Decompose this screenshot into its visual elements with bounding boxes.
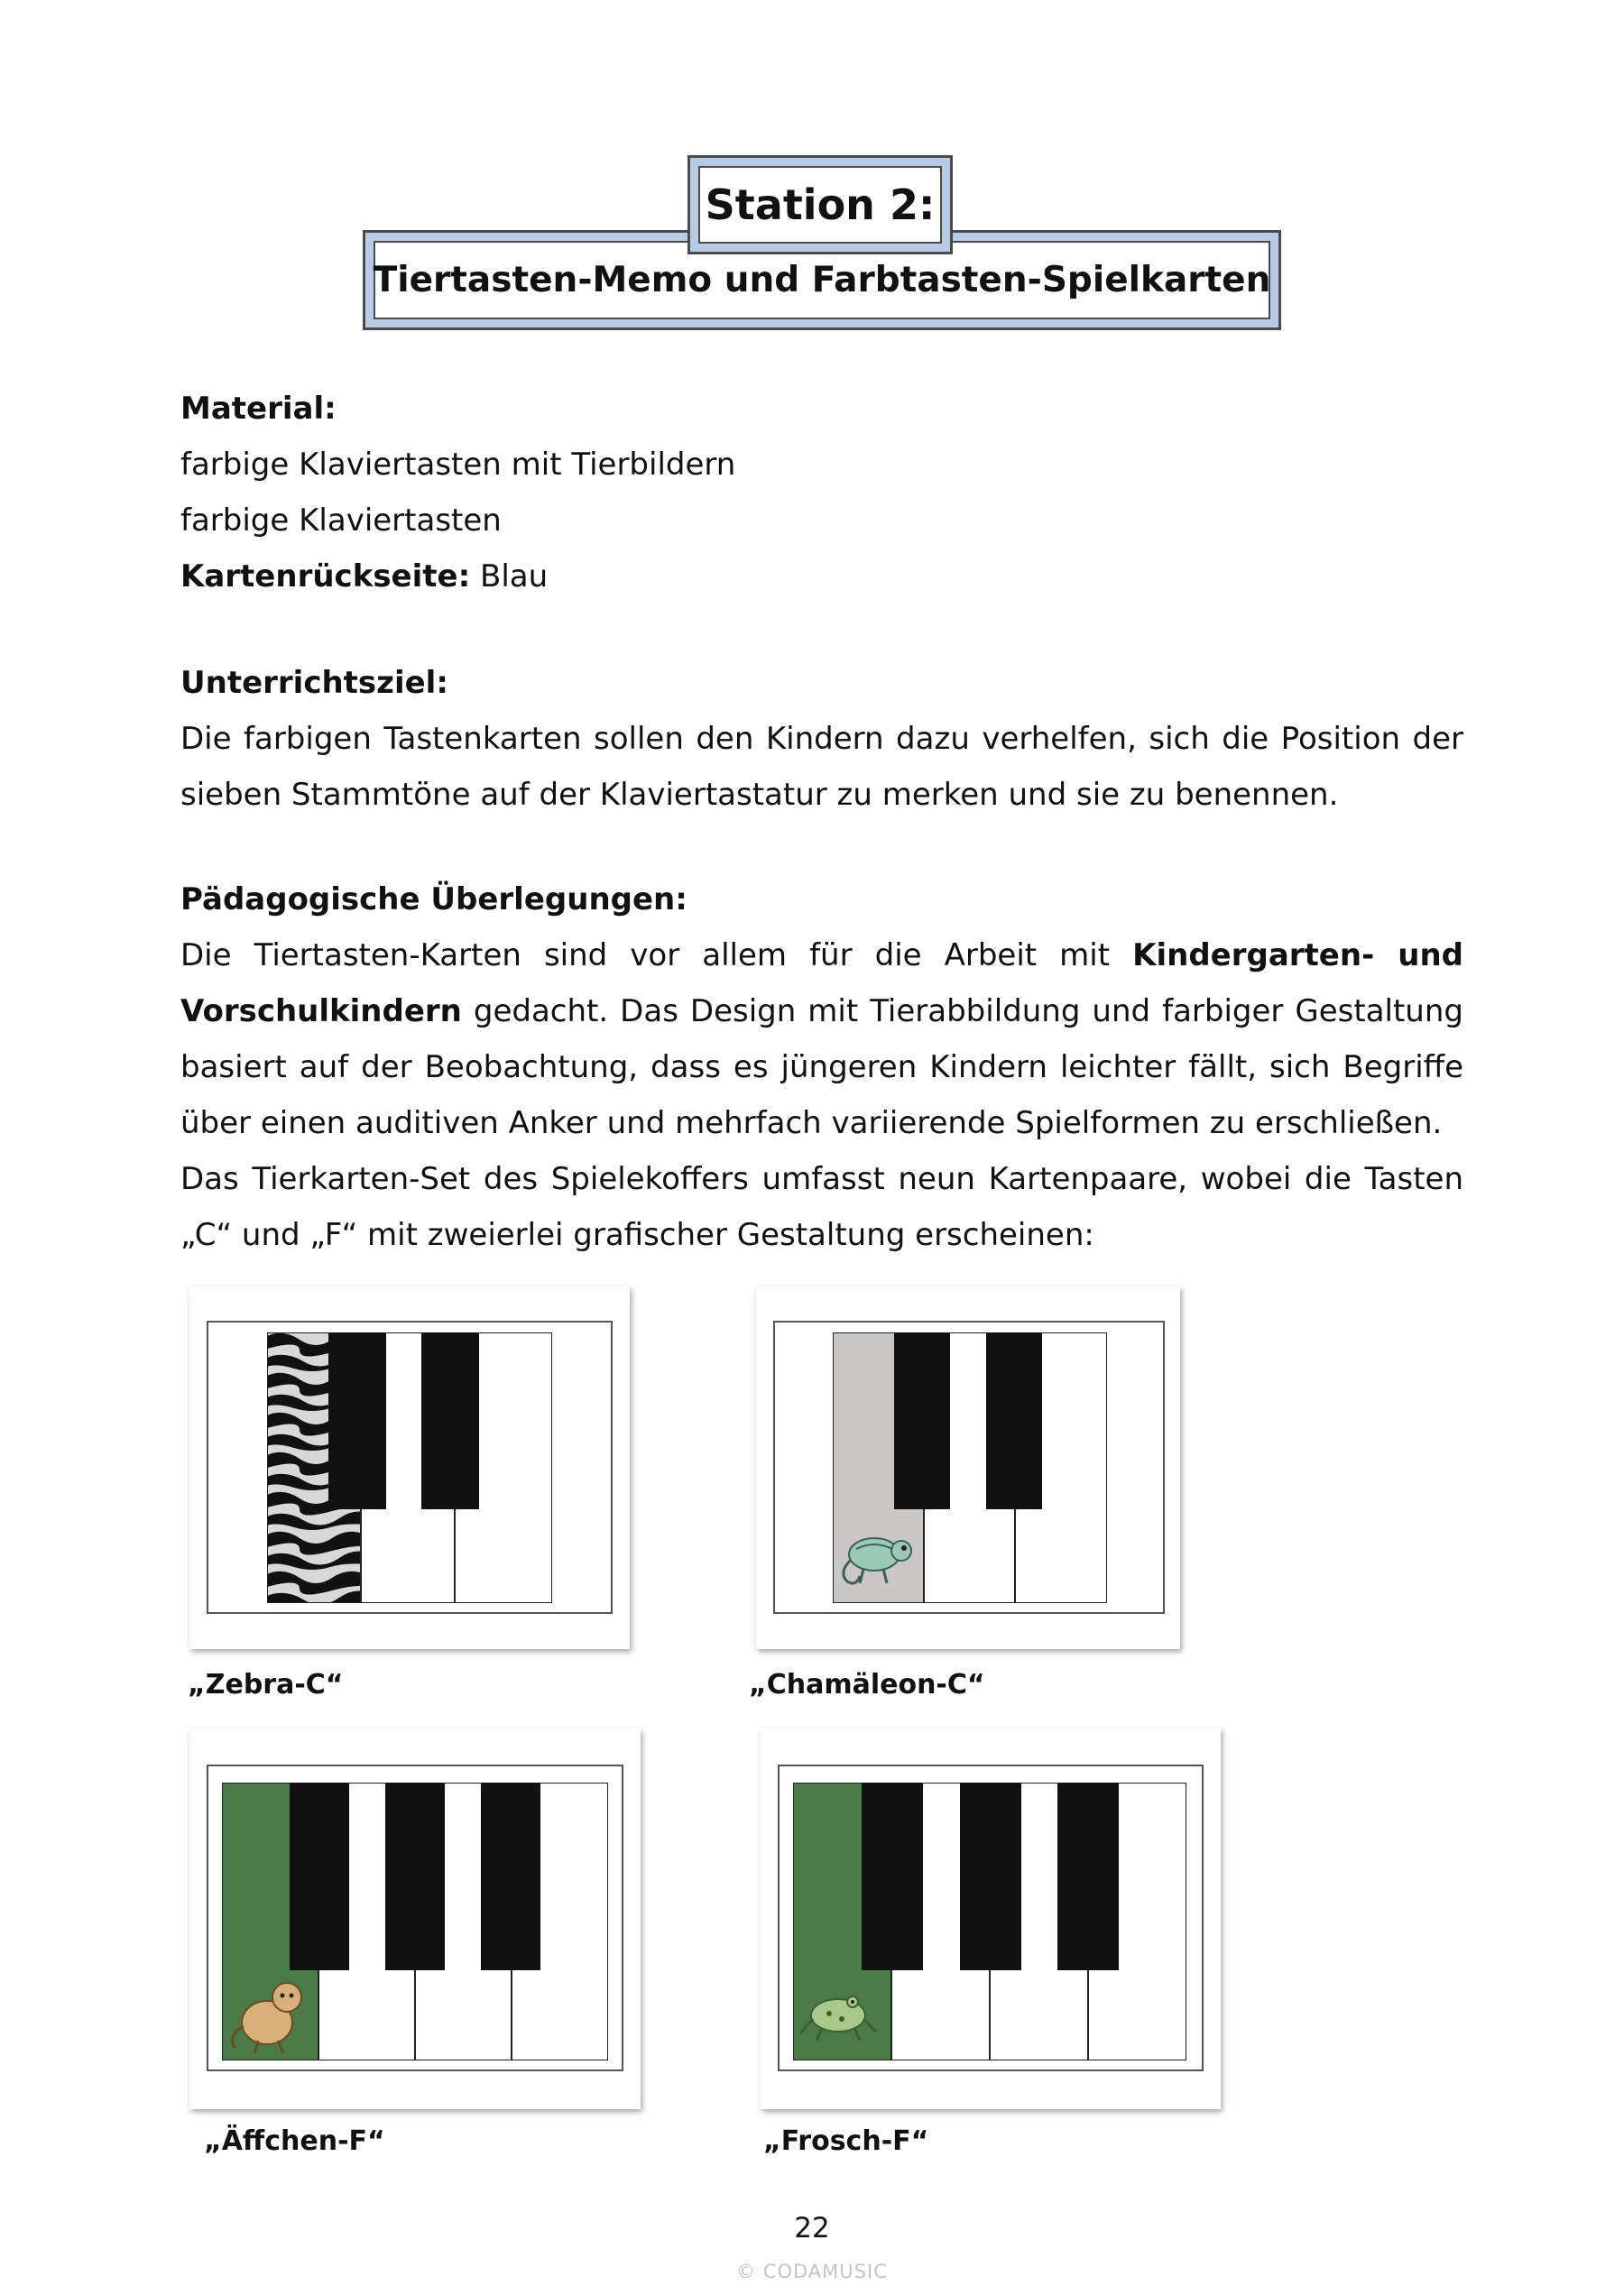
black-key: [1057, 1783, 1119, 1970]
black-key: [481, 1783, 540, 1970]
station-title-box: [687, 155, 953, 254]
card-caption: „Äffchen-F“: [204, 2125, 385, 2157]
pedagogy-text-line: [180, 927, 1463, 983]
card-back-value: Blau: [470, 558, 549, 595]
material-section: [180, 381, 1463, 604]
chameleon-c-card: [756, 1286, 1180, 1649]
pedagogy-section: [180, 871, 1463, 1263]
material-heading: Material:: [180, 391, 337, 427]
goal-heading: Unterrichtsziel:: [180, 665, 448, 701]
goal-text-line: sieben Stammtöne auf der Klaviertastatur zu merken und sie zu benennen.: [180, 777, 1339, 813]
black-key: [862, 1783, 923, 1970]
pedagogy-text-line: Das Tierkarten-Set des Spielekoffers umfasst neun Kartenpaare, wobei die Tasten: [180, 1161, 1463, 1197]
pedagogy-emphasis: Vorschulkindern: [180, 993, 462, 1029]
pedagogy-text-line: „C“ und „F“ mit zweierlei grafischer Gestaltung erscheinen:: [180, 1217, 1094, 1253]
black-key: [385, 1783, 445, 1970]
keyboard-c-d-e: [833, 1332, 1107, 1603]
pedagogy-text: gedacht. Das Design mit Tierabbildung und farbiger Gestaltung: [461, 993, 1463, 1029]
card-caption: „Chamäleon-C“: [749, 1669, 985, 1701]
pedagogy-text-line: basiert auf der Beobachtung, dass es jüngeren Kindern leichter fällt, sich Begriffe: [180, 1049, 1463, 1085]
keyboard-f-g-a-b: [793, 1783, 1186, 2060]
black-key: [290, 1783, 349, 1970]
goal-text-line: Die farbigen Tastenkarten sollen den Kindern dazu verhelfen, sich die Position der: [180, 721, 1463, 757]
monkey-f-card: [189, 1728, 641, 2109]
black-key: [960, 1783, 1021, 1970]
pedagogy-emphasis: Kindergarten- und: [1132, 937, 1463, 973]
card-caption: „Zebra-C“: [188, 1669, 344, 1701]
pedagogy-text: Die Tiertasten-Karten sind vor allem für die Arbeit mit: [180, 937, 1133, 973]
black-key: [986, 1332, 1042, 1509]
card-caption: „Frosch-F“: [763, 2125, 929, 2157]
zebra-c-card: [189, 1286, 630, 1649]
page-number: 22: [794, 2212, 830, 2245]
station-subtitle: Tiertasten-Memo und Farbtasten-Spielkarten: [374, 241, 1270, 319]
card-back-line: [180, 548, 1463, 604]
station-title: Station 2:: [698, 166, 942, 244]
material-item: farbige Klaviertasten: [180, 502, 502, 539]
keyboard-f-g-a-b: [222, 1783, 608, 2060]
black-key: [421, 1332, 479, 1509]
black-key: [894, 1332, 950, 1509]
pedagogy-text-line: [180, 983, 1463, 1039]
goal-section: [180, 655, 1463, 823]
keyboard-c-d-e: [267, 1332, 552, 1603]
copyright-notice: © CODAMUSIC: [736, 2261, 888, 2282]
card-back-label: Kartenrückseite:: [180, 558, 471, 595]
pedagogy-heading: Pädagogische Überlegungen:: [180, 881, 687, 917]
frog-f-card: [761, 1728, 1221, 2109]
pedagogy-text-line: über einen auditiven Anker und mehrfach variierende Spielformen zu erschließen.: [180, 1105, 1443, 1141]
black-key: [328, 1332, 386, 1509]
material-item: farbige Klaviertasten mit Tierbildern: [180, 447, 736, 483]
